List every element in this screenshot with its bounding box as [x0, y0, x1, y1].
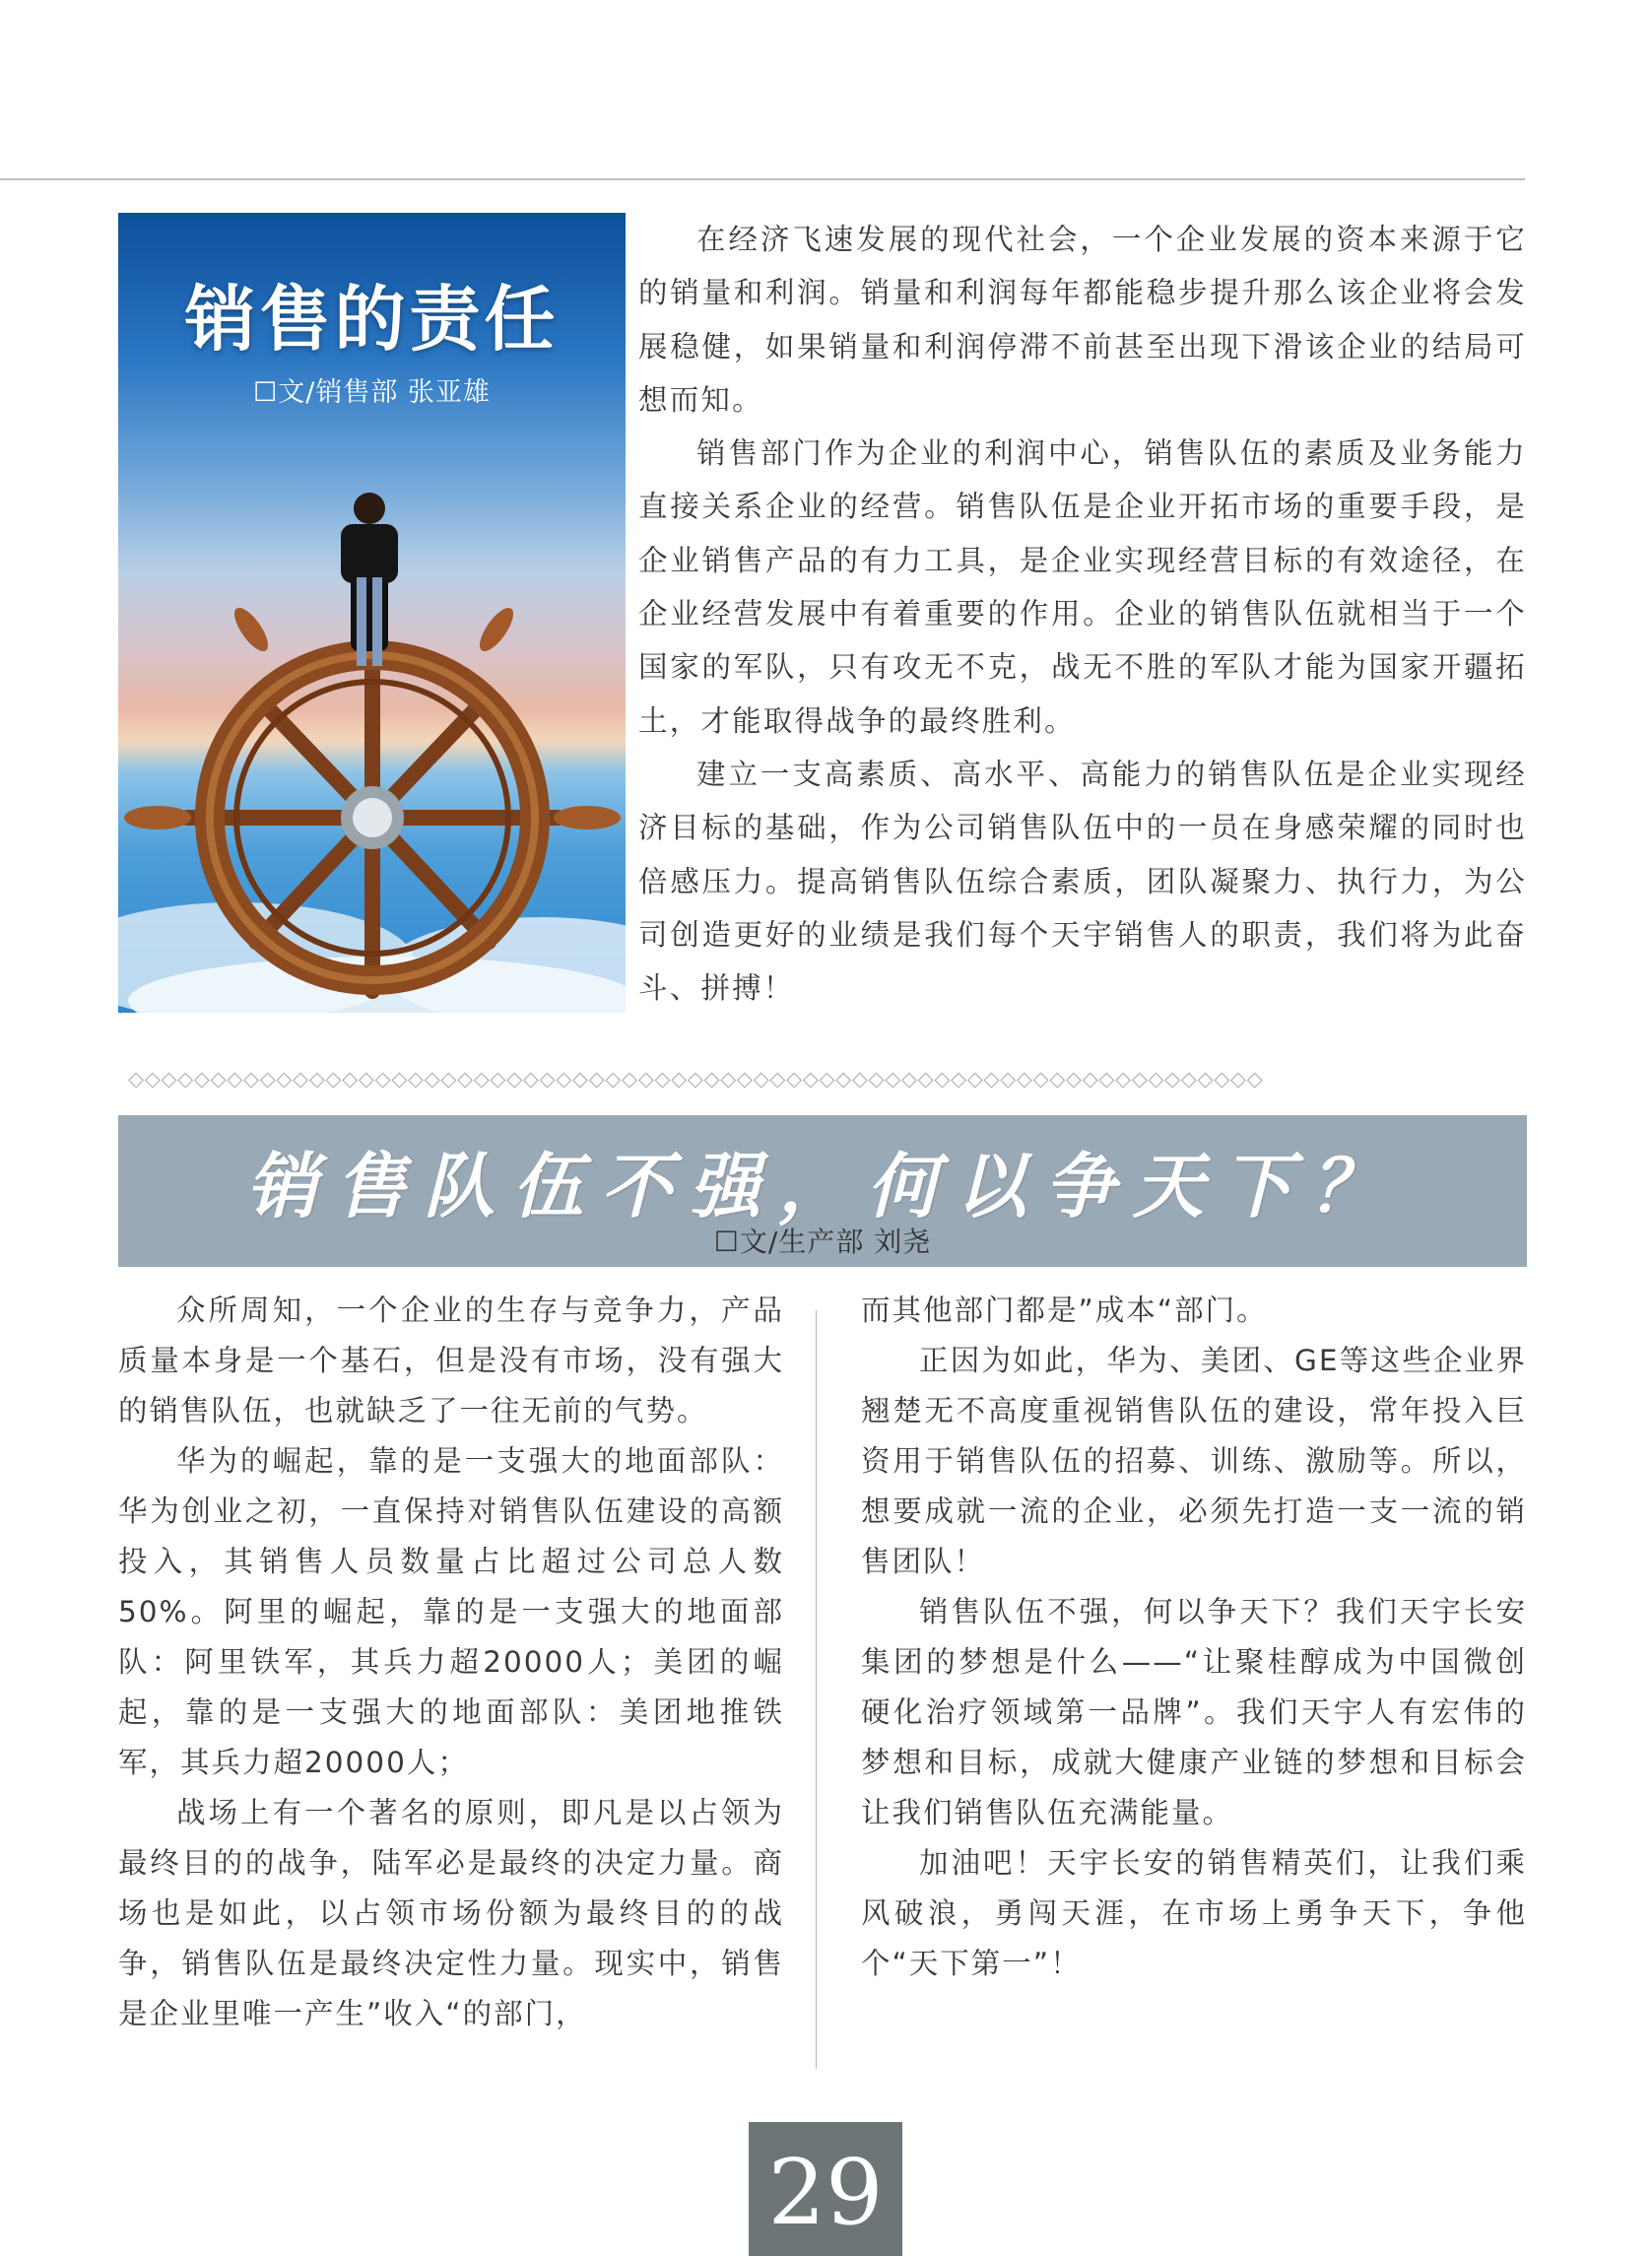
article-image [118, 213, 626, 1013]
article-2-right-column [861, 1286, 1527, 1989]
article-1-paragraph: 销售部门作为企业的利润中心，销售队伍的素质及业务能力直接关系企业的经营。销售队伍是企业开拓市场的重要手段，是企业销售产品的有力工具，是企业实现经营目标的有效途径，在企业经营发展中有着重要的作用。企业的销售队伍就相当于一个国家的军队，只有攻无不克，战无不胜的军队才能为国家开疆拓土，才能取得战争的最终胜利。 [638, 436, 1527, 738]
page-number-box [749, 2122, 902, 2256]
top-rule [0, 178, 1525, 180]
article-2-paragraph: 正因为如此，华为、美团、GE等这些企业界翘楚无不高度重视销售队伍的建设，常年投入巨资用于销售队伍的招募、训练、激励等。所以，想要成就一流的企业，必须先打造一支一流的销售团队！ [861, 1344, 1527, 1578]
article-2-byline: ☐文/生产部 刘尧 [713, 1226, 932, 1258]
article-2-paragraph: 众所周知，一个企业的生存与竞争力，产品质量本身是一个基石，但是没有市场，没有强大的销售队伍，也就缺乏了一往无前的气势。 [118, 1294, 784, 1427]
page-number: 29 [767, 2140, 884, 2245]
article-2-header [118, 1115, 1527, 1267]
article-1-body [638, 213, 1527, 1015]
column-divider [816, 1310, 817, 2069]
article-2-paragraph: 华为的崛起，靠的是一支强大的地面部队：华为创业之初，一直保持对销售队伍建设的高额投入，其销售人员数量占比超过公司总人数50%。阿里的崛起，靠的是一支强大的地面部队：阿里铁军，其兵力超20000人；美团的崛起，靠的是一支强大的地面部队：美团地推铁军，其兵力超20000人； [118, 1444, 784, 1779]
article-2-title: 销售队伍不强，何以争天下？ [245, 1144, 1399, 1228]
article-2-paragraph-continued: 而其他部门都是”成本“部门。 [861, 1294, 1268, 1327]
article-1-byline: ☐文/销售部 张亚雄 [253, 377, 491, 408]
article-1-paragraph: 建立一支高素质、高水平、高能力的销售队伍是企业实现经济目标的基础，作为公司销售队伍中的一员在身感荣耀的同时也倍感压力。提高销售队伍综合素质，团队凝聚力、执行力，为公司创造更好的业绩是我们每个天宇销售人的职责，我们将为此奋斗、拼搏！ [638, 757, 1527, 1006]
article-2-paragraph: 销售队伍不强，何以争天下？我们天宇长安集团的梦想是什么——“让聚桂醇成为中国微创硬化治疗领域第一品牌”。我们天宇人有宏伟的梦想和目标，成就大健康产业链的梦想和目标会让我们销售队伍充满能量。 [861, 1595, 1527, 1829]
article-2-paragraph: 战场上有一个著名的原则，即凡是以占领为最终目的的战争，陆军必是最终的决定力量。商场也是如此，以占领市场份额为最终目的的战争，销售队伍是最终决定性力量。现实中，销售是企业里唯一产生”收入“的部门， [118, 1796, 784, 2030]
article-2-paragraph: 加油吧！天宇长安的销售精英们，让我们乘风破浪，勇闯天涯，在市场上勇争天下，争他个“天下第一”！ [861, 1846, 1527, 1980]
article-1-paragraph: 在经济飞速发展的现代社会，一个企业发展的资本来源于它的销量和利润。销量和利润每年都能稳步提升那么该企业将会发展稳健，如果销量和利润停滞不前甚至出现下滑该企业的结局可想而知。 [638, 223, 1527, 417]
article-1-title: 销售的责任 [184, 278, 560, 361]
diamond-divider: ◇◇◇◇◇◇◇◇◇◇◇◇◇◇◇◇◇◇◇◇◇◇◇◇◇◇◇◇◇◇◇◇◇◇◇◇◇◇◇◇◇◇◇◇◇◇◇◇◇◇◇◇◇◇◇◇◇◇◇◇◇◇◇◇◇◇◇◇◇ [128, 1067, 1264, 1091]
article-2-left-column [118, 1286, 784, 2039]
